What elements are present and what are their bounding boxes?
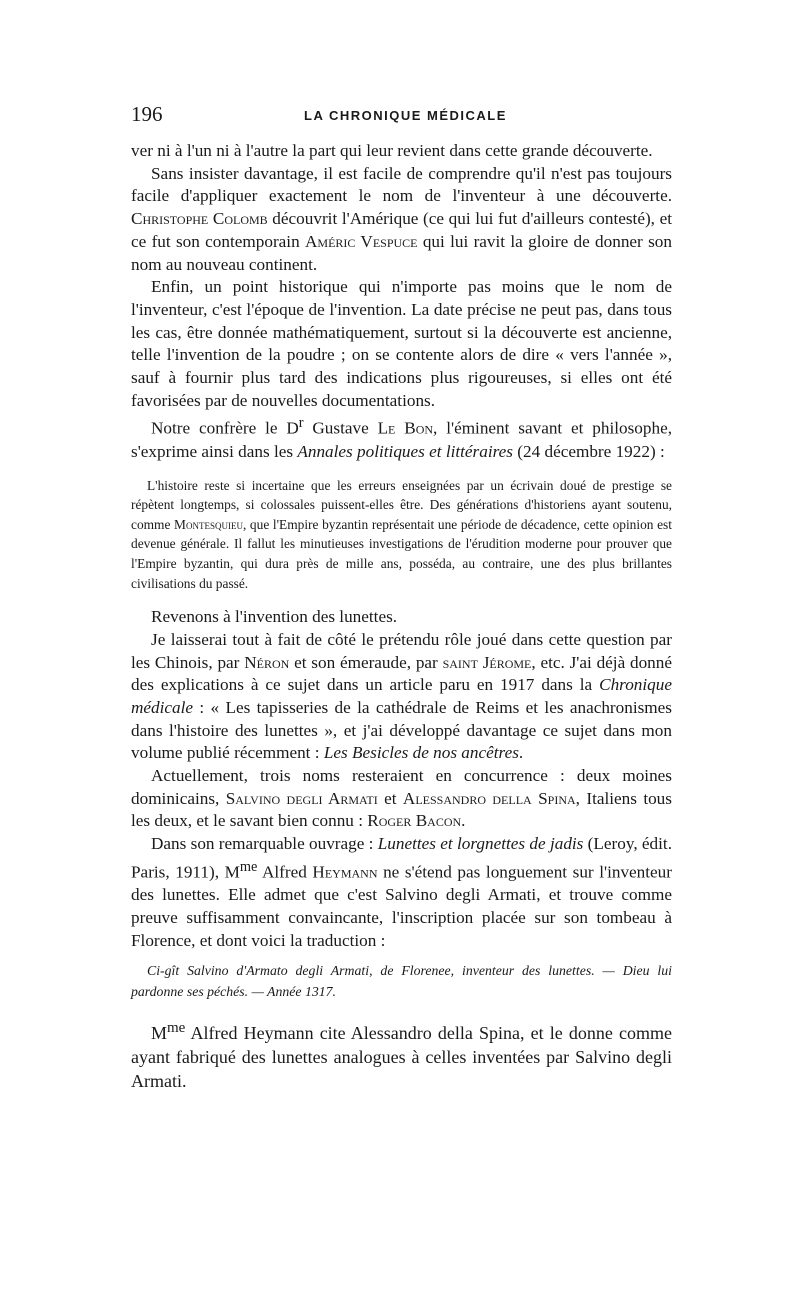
text-run: qui lui ravit la gloire de donner son nom au nouveau continent.	[131, 231, 672, 274]
superscript: me	[167, 1020, 186, 1037]
page-number: 196	[131, 102, 163, 126]
text-run: Alfred	[257, 862, 313, 882]
paragraph-2	[131, 163, 672, 277]
paragraph-3: Enfin, un point historique qui n'importe pas moins que le nom de l'inventeur, c'est l'époque de l'invention. La date précise ne peut pas, dans tous les cas, être donnée mathématiquement, surtout si la découverte est ancienne, telle l'invention de la poudre ; on se contente alors de dire « vers l'année », sauf à fournir plus tard des indications plus rigoureuses, si elles ont été favorisées par de nouvelles documentations.	[131, 277, 672, 410]
paragraph-1: ver ni à l'un ni à l'autre la part qui leur revient dans cette grande découverte.	[131, 141, 653, 160]
publication-title: Chronique médicale	[131, 675, 672, 717]
text-run: Notre confrère le D	[151, 419, 299, 439]
block-quote	[131, 476, 672, 594]
text-run: .	[518, 743, 524, 763]
person-name: Montesquieu	[174, 516, 243, 532]
paragraph-8	[131, 833, 672, 952]
person-name: Heymann	[312, 862, 378, 882]
text-run: , Italiens tous les deux, et le savant bien connu :	[131, 788, 672, 831]
text-run: L'histoire reste si incertaine que les erreurs enseignées par un écrivain doué de prestige se répètent longtemps, si colossales puissent-elles être. Des générations d'historiens ayant soutenu, comme	[131, 477, 672, 532]
text-run: (Leroy, édit. Paris, 1911), M	[131, 834, 672, 882]
text-run: ne s'étend pas longuement sur l'inventeur des lunettes. Elle admet que c'est Salvino degli Armati, et trouve comme preuve suffisamment convaincante, l'inscription placée sur son tombeau à Florence, et dont voici la traduction :	[131, 862, 672, 950]
publication-title: Lunettes et lorgnettes de jadis	[377, 834, 584, 854]
person-name: saint Jérome	[442, 652, 532, 672]
body-text	[131, 140, 672, 1093]
superscript: me	[239, 858, 258, 875]
text-run: découvrit l'Amérique (ce qui lui fut d'ailleurs contesté), et ce fut son contemporain	[131, 209, 672, 251]
text-run: et	[377, 788, 403, 808]
text-run: , etc. J'ai déjà donné des explications à ce sujet dans un article paru en 1917 dans la	[131, 652, 672, 695]
text-run: et son émeraude, par	[289, 652, 443, 672]
publication-title: Les Besicles de nos ancêtres	[323, 743, 519, 763]
text-run: M	[151, 1023, 168, 1044]
epitaph-quote	[131, 960, 672, 1002]
paragraph-5: Revenons à l'invention des lunettes.	[151, 607, 398, 627]
paragraph-4	[131, 412, 672, 463]
quote-paragraph	[131, 476, 672, 594]
text-run: Gustave	[303, 419, 378, 439]
text-run: Actuellement, trois noms resteraient en concurrence : deux moines dominicains,	[131, 766, 672, 808]
text-run: : « Les tapisseries de la cathédrale de Reims et les anachronismes dans l'histoire des lunettes », et j'ai développé davantage ce sujet dans mon volume publié récemment :	[131, 697, 672, 763]
text-run: , l'éminent savant et philosophe, s'exprime ainsi dans les	[131, 419, 673, 461]
text-run: Sans insister davantage, il est facile de comprendre qu'il n'est pas toujours facile d'appliquer exactement le nom de l'inventeur à une découverte.	[131, 163, 672, 206]
paragraph-9	[131, 1016, 672, 1093]
person-name: Le Bon	[377, 419, 434, 439]
person-name: Améric Vespuce	[305, 231, 418, 251]
paragraph-7	[131, 765, 672, 833]
text-run: Dans son remarquable ouvrage :	[151, 834, 378, 854]
page-header	[131, 102, 671, 132]
person-name: Alessandro della Spina	[402, 788, 576, 808]
text-run: , que l'Empire byzantin représentait une période de décadence, cette opinion est devenue générale. Il fallut les minutieuses investigations de l'érudition moderne pour prouver que l'Empire byzantin, qui dura près de mille ans, posséda, au contraire, une des plus brillantes civilisations du passé.	[131, 516, 672, 591]
person-name: Salvino degli Armati	[225, 788, 378, 808]
text-run: .	[461, 811, 466, 831]
superscript: r	[298, 415, 304, 432]
person-name: Christophe Colomb	[131, 209, 268, 229]
paragraph-6	[131, 629, 672, 765]
running-title: LA CHRONIQUE MÉDICALE	[304, 108, 507, 123]
epitaph-text: Ci-gît Salvino d'Armato degli Armati, de Florenee, inventeur des lunettes. — Dieu lui pardonne ses péchés. — Année 1317.	[131, 963, 672, 1000]
text-run: Alfred Heymann cite Alessandro della Spina, et le donne comme ayant fabriqué des lunettes analogues à celles inventées par Salvino degli Armati.	[131, 1023, 672, 1092]
text-run: Je laisserai tout à fait de côté le prétendu rôle joué dans cette question par les Chinois, par	[131, 629, 672, 672]
closing-block	[131, 1016, 672, 1093]
person-name: Néron	[244, 652, 290, 672]
text-run: (24 décembre 1922) :	[512, 441, 665, 461]
person-name: Roger Bacon	[367, 811, 462, 831]
publication-title: Annales politiques et littéraires	[297, 441, 513, 461]
